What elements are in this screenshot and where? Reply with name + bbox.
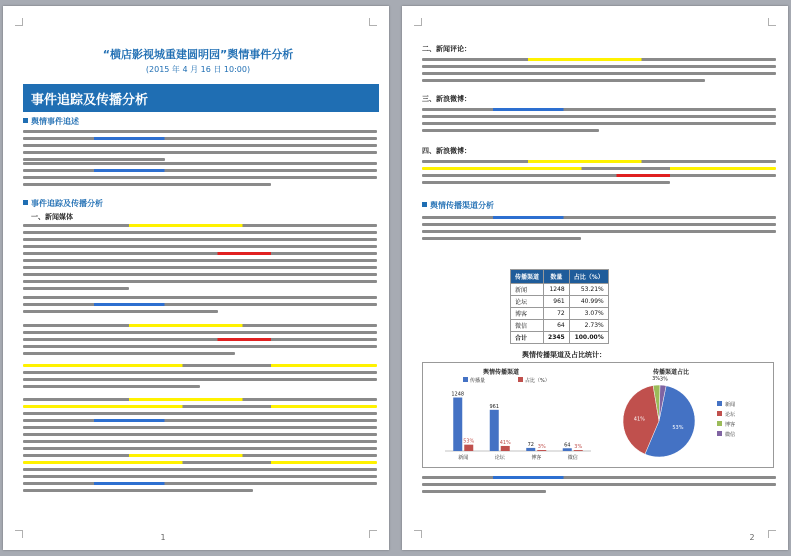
legend-swatch	[717, 421, 722, 426]
paragraph	[422, 216, 776, 244]
sub-heading: 一、新闻媒体	[31, 213, 73, 221]
paragraph	[23, 296, 377, 317]
data-label: 64	[564, 442, 571, 449]
paragraph	[23, 224, 377, 294]
legend-swatch	[717, 401, 722, 406]
legend-swatch	[717, 411, 722, 416]
paragraph	[422, 108, 776, 136]
paragraph	[23, 364, 377, 392]
legend-label: 占比（%）	[525, 378, 550, 384]
page-number: 1	[160, 533, 166, 542]
legend-swatch	[518, 377, 523, 382]
crop-mark	[414, 530, 422, 538]
paragraph	[23, 130, 377, 165]
data-label: 3%	[574, 444, 583, 451]
bar-count	[563, 448, 572, 451]
square-bullet-icon	[422, 202, 427, 207]
bar-percent	[574, 450, 583, 451]
data-label: 53%	[463, 438, 475, 445]
channel-table	[510, 269, 609, 344]
paragraph	[23, 324, 377, 359]
document-title: “横店影视城重建圆明园”舆情事件分析	[102, 48, 294, 61]
square-bullet-icon	[23, 118, 28, 123]
data-label: 961	[489, 403, 500, 410]
bar-chart	[423, 363, 598, 467]
table-header: 传播渠道	[511, 270, 544, 284]
section-heading: 舆情传播渠道分析	[422, 200, 494, 211]
charts-container	[422, 362, 774, 468]
section-heading: 事件追踪及传播分析	[23, 198, 103, 209]
table-row: 论坛 961 40.99%	[511, 296, 609, 308]
legend-label: 传播量	[470, 378, 486, 384]
table-total-row: 合计 2345 100.00%	[511, 332, 609, 344]
crop-mark	[369, 530, 377, 538]
table-header: 数量	[544, 270, 570, 284]
data-label: 72	[527, 441, 534, 448]
square-bullet-icon	[23, 200, 28, 205]
crop-mark	[414, 18, 422, 26]
legend-label: 博客	[725, 422, 736, 428]
table-row: 博客 72 3.07%	[511, 308, 609, 320]
bar-percent	[464, 445, 473, 451]
bar-chart-title: 舆情传播渠道	[483, 369, 520, 376]
x-tick-label: 微信	[567, 455, 578, 461]
x-tick-label: 博客	[531, 455, 542, 461]
legend-label: 新闻	[725, 402, 736, 408]
crop-mark	[768, 18, 776, 26]
bar-percent	[501, 446, 510, 451]
paragraph	[422, 160, 776, 188]
sub-heading: 二、新闻评论：	[422, 45, 471, 53]
paragraph	[422, 476, 776, 497]
bar-percent	[537, 450, 546, 451]
sub-heading: 三、新浪微博：	[422, 95, 471, 103]
bar-count	[490, 410, 499, 451]
paragraph	[422, 58, 776, 86]
legend-swatch	[463, 377, 468, 382]
legend-swatch	[717, 431, 722, 436]
sub-heading: 四、新浪微博：	[422, 147, 471, 155]
x-tick-label: 论坛	[494, 455, 505, 461]
table-header: 占比（%）	[569, 270, 608, 284]
crop-mark	[15, 530, 23, 538]
data-label: 1248	[451, 391, 465, 398]
bar-count	[526, 448, 535, 451]
bar-count	[453, 398, 462, 451]
data-label: 3%	[537, 444, 546, 451]
data-label: 41%	[499, 439, 511, 446]
legend-label: 微信	[725, 432, 736, 438]
paragraph	[23, 162, 377, 190]
section-heading: 舆情事件追述	[23, 116, 79, 127]
crop-mark	[15, 18, 23, 26]
data-label: 3%	[652, 376, 661, 383]
table-row: 新闻 1248 53.21%	[511, 284, 609, 296]
x-tick-label: 新闻	[458, 455, 469, 461]
document-page-1	[3, 6, 389, 550]
section-banner: 事件追踪及传播分析	[23, 84, 379, 112]
data-label: 41%	[633, 416, 645, 423]
table-row: 微信 64 2.73%	[511, 320, 609, 332]
pie-chart	[599, 363, 775, 467]
document-date: (2015 年 4 月 16 日 10:00)	[145, 65, 251, 74]
data-label: 3%	[659, 376, 668, 383]
pie-chart-title: 传播渠道占比	[653, 369, 690, 376]
crop-mark	[369, 18, 377, 26]
legend-label: 论坛	[725, 412, 736, 418]
paragraph	[23, 398, 377, 496]
document-page-2	[402, 6, 788, 550]
data-label: 53%	[672, 424, 684, 431]
page-number: 2	[749, 533, 755, 542]
chart-caption: 舆情传播渠道及占比统计：	[522, 351, 606, 359]
